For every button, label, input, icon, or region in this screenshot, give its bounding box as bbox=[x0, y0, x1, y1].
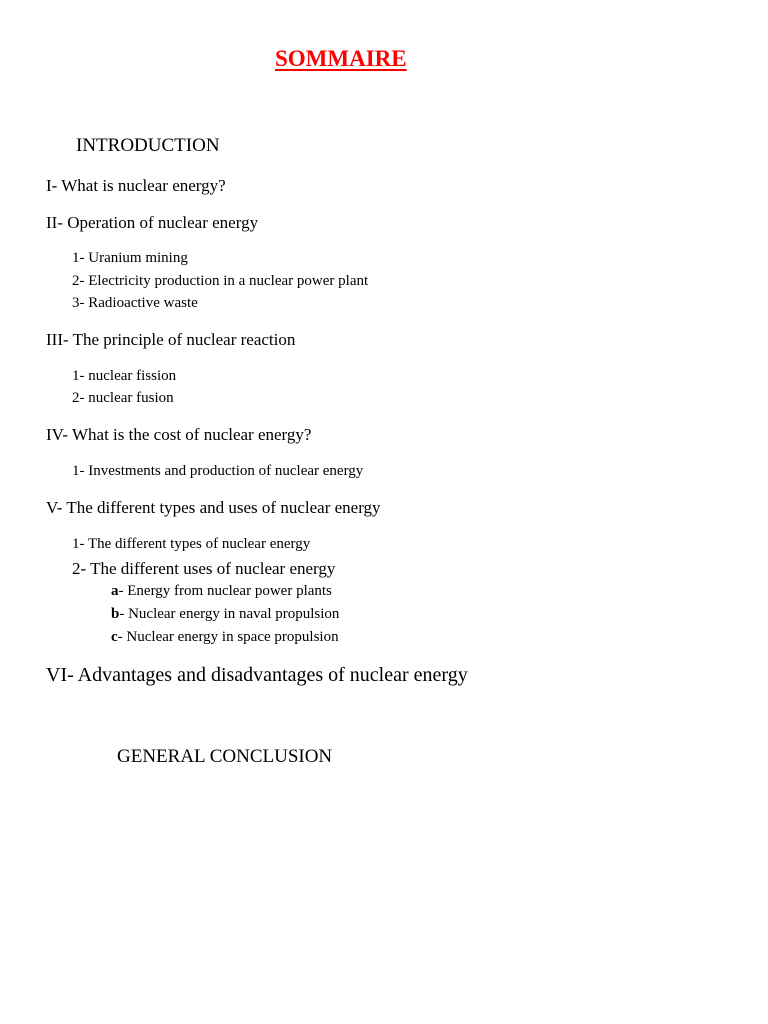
subitem-text: - Nuclear energy in naval propulsion bbox=[119, 606, 340, 622]
subitem-text: - Nuclear energy in space propulsion bbox=[117, 629, 339, 645]
section-4-item-1: 1- Investments and production of nuclear energy bbox=[72, 463, 364, 479]
section-5-item-1: 1- The different types of nuclear energy bbox=[72, 536, 311, 552]
section-4-heading: IV- What is the cost of nuclear energy? bbox=[46, 425, 312, 444]
introduction-heading: INTRODUCTION bbox=[76, 135, 220, 156]
section-3-item-2: 2- nuclear fusion bbox=[72, 390, 174, 406]
subitem-letter: c bbox=[111, 629, 118, 645]
section-2-item-2: 2- Electricity production in a nuclear power plant bbox=[72, 273, 369, 289]
section-1-heading: I- What is nuclear energy? bbox=[46, 176, 226, 195]
subitem-text: - Energy from nuclear power plants bbox=[118, 583, 332, 599]
section-2-item-3: 3- Radioactive waste bbox=[72, 295, 198, 311]
section-5-heading: V- The different types and uses of nuclear energy bbox=[46, 498, 381, 517]
conclusion-heading: GENERAL CONCLUSION bbox=[117, 746, 333, 767]
section-3-item-1: 1- nuclear fission bbox=[72, 368, 177, 384]
section-2-heading: II- Operation of nuclear energy bbox=[46, 213, 259, 232]
section-5-subitem-a bbox=[111, 584, 332, 599]
section-2-item-1: 1- Uranium mining bbox=[72, 250, 188, 266]
section-5-subitem-b bbox=[111, 607, 339, 622]
section-5-subitem-c bbox=[111, 630, 339, 645]
section-5-item-2: 2- The different uses of nuclear energy bbox=[72, 559, 336, 578]
page-title: SOMMAIRE bbox=[275, 46, 407, 71]
subitem-letter: b bbox=[111, 606, 120, 622]
section-3-heading: III- The principle of nuclear reaction bbox=[46, 330, 296, 349]
subitem-letter: a bbox=[111, 583, 119, 599]
section-6-heading: VI- Advantages and disadvantages of nuclear energy bbox=[46, 664, 468, 686]
